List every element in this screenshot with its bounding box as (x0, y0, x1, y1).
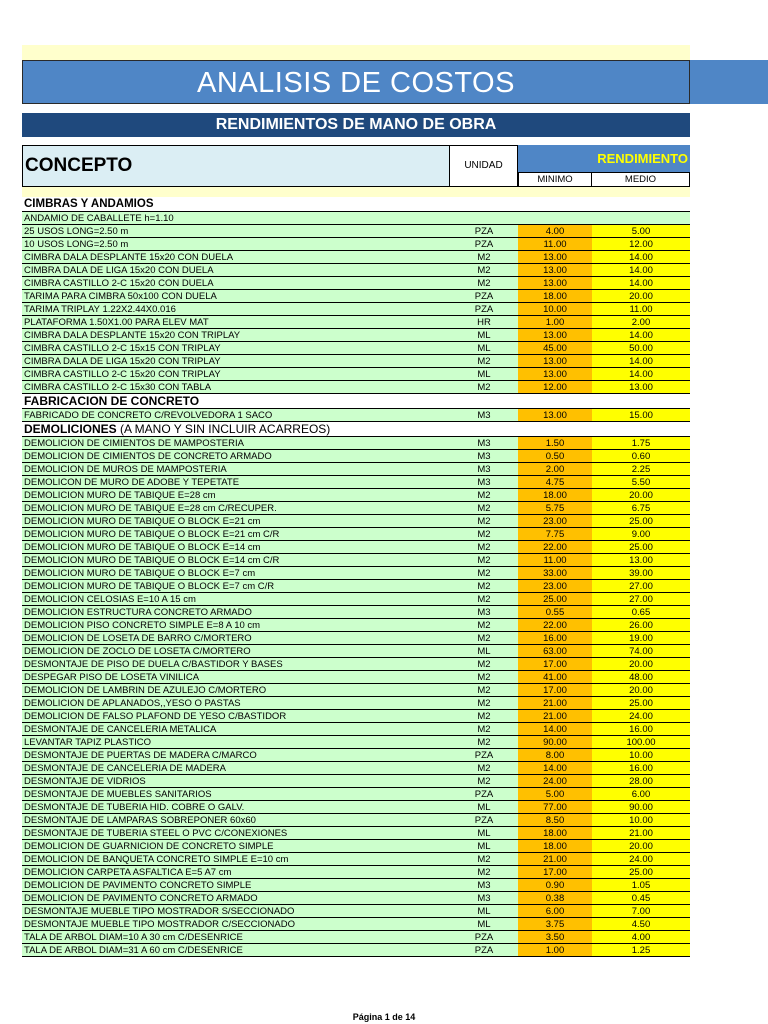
minimo-cell: 1.00 (518, 944, 592, 956)
unit-cell: M2 (477, 620, 491, 631)
concept-cell: DEMOLICION DE BANQUETA CONCRETO SIMPLE E=10 cm (24, 854, 289, 865)
title-band-extension (690, 60, 768, 104)
medio-cell: 90.00 (592, 801, 690, 813)
minimo-cell: 8.50 (518, 814, 592, 826)
minimo-cell: 13.00 (518, 251, 592, 263)
medio-cell: 25.00 (592, 866, 690, 878)
medio-cell: 25.00 (592, 515, 690, 527)
medio-cell: 7.00 (592, 905, 690, 917)
unit-cell: PZA (474, 945, 494, 956)
minimo-cell: 16.00 (518, 632, 592, 644)
table-row (22, 632, 690, 645)
table-row (22, 593, 690, 606)
concept-cell: DESMONTAJE MUEBLE TIPO MOSTRADOR C/SECCIONADO (24, 919, 295, 930)
section-header (22, 422, 690, 437)
minimo-cell: 0.90 (518, 879, 592, 891)
concept-cell: DESMONTAJE DE VIDRIOS (24, 776, 146, 787)
concept-cell: DEMOLICION DE GUARNICION DE CONCRETO SIMPLE (24, 841, 274, 852)
concept-cell: DESMONTAJE DE TUBERIA STEEL O PVC C/CONEXIONES (24, 828, 288, 839)
medio-cell: 26.00 (592, 619, 690, 631)
concept-cell: DEMOLICION PISO CONCRETO SIMPLE E=8 A 10 cm (24, 620, 261, 631)
minimo-cell: 33.00 (518, 567, 592, 579)
unit-cell: ML (477, 330, 491, 341)
table-header (22, 145, 690, 187)
unit-cell: ML (477, 369, 491, 380)
medio-cell: 1.05 (592, 879, 690, 891)
unit-cell: PZA (474, 789, 494, 800)
minimo-cell: 21.00 (518, 710, 592, 722)
unit-cell: M2 (477, 529, 491, 540)
unit-cell: M2 (477, 581, 491, 592)
concept-cell: DEMOLICION DE LOSETA DE BARRO C/MORTERO (24, 633, 252, 644)
minimo-cell: 23.00 (518, 580, 592, 592)
minimo-cell: 13.00 (518, 368, 592, 380)
concept-cell: DESPEGAR PISO DE LOSETA VINILICA (24, 672, 200, 683)
unit-cell: HR (477, 317, 491, 328)
unit-cell: M2 (477, 659, 491, 670)
table-row (22, 212, 690, 225)
concept-cell: DEMOLICION MURO DE TABIQUE O BLOCK E=14 cm (24, 542, 261, 553)
medio-cell: 39.00 (592, 567, 690, 579)
table-body (22, 197, 690, 957)
concept-cell: DESMONTAJE DE PUERTAS DE MADERA C/MARCO (24, 750, 257, 761)
unit-cell: ML (477, 343, 491, 354)
medio-cell (592, 212, 690, 224)
medio-cell: 1.75 (592, 437, 690, 449)
table-row (22, 476, 690, 489)
table-row (22, 450, 690, 463)
header-minimo: MINIMO (518, 172, 592, 187)
unit-cell: PZA (474, 815, 494, 826)
table-row (22, 381, 690, 394)
medio-cell: 14.00 (592, 329, 690, 341)
unit-cell: M2 (477, 698, 491, 709)
medio-cell: 25.00 (592, 541, 690, 553)
medio-cell: 20.00 (592, 290, 690, 302)
header-gap (22, 187, 690, 197)
table-row (22, 944, 690, 957)
concept-cell: DEMOLICION MURO DE TABIQUE E=28 cm (24, 490, 216, 501)
minimo-cell: 1.50 (518, 437, 592, 449)
concept-cell: CIMBRA DALA DE LIGA 15x20 CON TRIPLAY (24, 356, 221, 367)
minimo-cell: 0.38 (518, 892, 592, 904)
unit-cell: M2 (477, 278, 491, 289)
medio-cell: 4.00 (592, 931, 690, 943)
medio-cell: 27.00 (592, 593, 690, 605)
minimo-cell: 6.00 (518, 905, 592, 917)
table-row (22, 749, 690, 762)
minimo-cell: 18.00 (518, 827, 592, 839)
unit-cell: M3 (477, 451, 491, 462)
unit-cell: M3 (477, 893, 491, 904)
concept-cell: DEMOLICION DE ZOCLO DE LOSETA C/MORTERO (24, 646, 251, 657)
unit-cell: ML (477, 646, 491, 657)
header-rendimiento: RENDIMIENTO (518, 145, 690, 172)
minimo-cell: 77.00 (518, 801, 592, 813)
concept-cell: TARIMA TRIPLAY 1.22X2.44X0.016 (24, 304, 176, 315)
medio-cell: 2.00 (592, 316, 690, 328)
minimo-cell: 13.00 (518, 355, 592, 367)
unit-cell: M2 (477, 867, 491, 878)
minimo-cell: 18.00 (518, 840, 592, 852)
unit-cell: M2 (477, 672, 491, 683)
unit-cell: PZA (474, 291, 494, 302)
unit-cell: ML (477, 841, 491, 852)
page-title: ANALISIS DE COSTOS (22, 60, 690, 104)
unit-cell: M2 (477, 633, 491, 644)
minimo-cell: 11.00 (518, 554, 592, 566)
table-row (22, 827, 690, 840)
medio-cell: 20.00 (592, 684, 690, 696)
concept-cell: DESMONTAJE MUEBLE TIPO MOSTRADOR S/SECCIONADO (24, 906, 295, 917)
table-row (22, 277, 690, 290)
minimo-cell: 21.00 (518, 853, 592, 865)
minimo-cell: 13.00 (518, 277, 592, 289)
medio-cell: 11.00 (592, 303, 690, 315)
minimo-cell: 17.00 (518, 684, 592, 696)
concept-cell: FABRICADO DE CONCRETO C/REVOLVEDORA 1 SACO (24, 410, 273, 421)
medio-cell: 4.50 (592, 918, 690, 930)
medio-cell: 9.00 (592, 528, 690, 540)
concept-cell: DESMONTAJE DE CANCELERIA DE MADERA (24, 763, 227, 774)
minimo-cell: 12.00 (518, 381, 592, 393)
medio-cell: 100.00 (592, 736, 690, 748)
unit-cell: M2 (477, 711, 491, 722)
concept-cell: DEMOLICION DE CIMIENTOS DE CONCRETO ARMADO (24, 451, 272, 462)
medio-cell: 14.00 (592, 251, 690, 263)
medio-cell: 25.00 (592, 697, 690, 709)
medio-cell: 6.75 (592, 502, 690, 514)
table-row (22, 303, 690, 316)
concept-cell: DEMOLICION DE PAVIMENTO CONCRETO ARMADO (24, 893, 258, 904)
minimo-cell: 18.00 (518, 290, 592, 302)
table-row (22, 502, 690, 515)
table-row (22, 329, 690, 342)
concept-cell: 10 USOS LONG=2.50 m (24, 239, 129, 250)
concept-cell: 25 USOS LONG=2.50 m (24, 226, 129, 237)
table-row (22, 853, 690, 866)
table-row (22, 879, 690, 892)
table-row (22, 905, 690, 918)
minimo-cell: 4.75 (518, 476, 592, 488)
medio-cell: 24.00 (592, 710, 690, 722)
medio-cell: 13.00 (592, 554, 690, 566)
table-row (22, 840, 690, 853)
table-row (22, 316, 690, 329)
minimo-cell: 8.00 (518, 749, 592, 761)
unit-cell: PZA (474, 750, 494, 761)
medio-cell: 5.50 (592, 476, 690, 488)
concept-cell: DEMOLICION CELOSIAS E=10 A 15 cm (24, 594, 196, 605)
table-row (22, 238, 690, 251)
table-row (22, 788, 690, 801)
minimo-cell: 22.00 (518, 541, 592, 553)
table-row (22, 264, 690, 277)
unit-cell: M2 (477, 503, 491, 514)
medio-cell: 50.00 (592, 342, 690, 354)
minimo-cell: 13.00 (518, 264, 592, 276)
table-row (22, 251, 690, 264)
table-row (22, 658, 690, 671)
unit-cell: PZA (474, 932, 494, 943)
medio-cell: 14.00 (592, 264, 690, 276)
medio-cell: 19.00 (592, 632, 690, 644)
unit-cell: M2 (477, 737, 491, 748)
concept-cell: CIMBRA CASTILLO 2-C 15x20 CON TRIPLAY (24, 369, 221, 380)
unit-cell: M2 (477, 776, 491, 787)
table-row (22, 225, 690, 238)
minimo-cell: 0.50 (518, 450, 592, 462)
minimo-cell: 18.00 (518, 489, 592, 501)
concept-cell: CIMBRA DALA DESPLANTE 15x20 CON TRIPLAY (24, 330, 241, 341)
table-row (22, 918, 690, 931)
medio-cell: 2.25 (592, 463, 690, 475)
concept-cell: DEMOLICION DE APLANADOS,,YESO O PASTAS (24, 698, 241, 709)
concept-cell: DEMOLICION DE LAMBRIN DE AZULEJO C/MORTERO (24, 685, 267, 696)
table-row (22, 814, 690, 827)
minimo-cell: 5.75 (518, 502, 592, 514)
medio-cell: 0.60 (592, 450, 690, 462)
concept-cell: DEMOLICION DE PAVIMENTO CONCRETO SIMPLE (24, 880, 252, 891)
concept-cell: DESMONTAJE DE PISO DE DUELA C/BASTIDOR Y BASES (24, 659, 283, 670)
unit-cell: ML (477, 906, 491, 917)
table-row (22, 606, 690, 619)
minimo-cell: 41.00 (518, 671, 592, 683)
table-row (22, 762, 690, 775)
header-concepto: CONCEPTO (22, 145, 450, 187)
unit-cell: M2 (477, 516, 491, 527)
table-row (22, 580, 690, 593)
minimo-cell: 17.00 (518, 658, 592, 670)
concept-cell: CIMBRA DALA DE LIGA 15x20 CON DUELA (24, 265, 214, 276)
medio-cell: 27.00 (592, 580, 690, 592)
table-row (22, 619, 690, 632)
medio-cell: 20.00 (592, 489, 690, 501)
minimo-cell: 24.00 (518, 775, 592, 787)
unit-cell: ML (477, 802, 491, 813)
minimo-cell: 0.55 (518, 606, 592, 618)
unit-cell: M3 (477, 880, 491, 891)
medio-cell: 1.25 (592, 944, 690, 956)
minimo-cell: 3.75 (518, 918, 592, 930)
table-row (22, 892, 690, 905)
medio-cell: 13.00 (592, 381, 690, 393)
minimo-cell: 7.75 (518, 528, 592, 540)
unit-cell: PZA (474, 239, 494, 250)
concept-cell: DEMOLICION DE FALSO PLAFOND DE YESO C/BASTIDOR (24, 711, 287, 722)
table-row (22, 515, 690, 528)
medio-cell: 21.00 (592, 827, 690, 839)
concept-cell: TALA DE ARBOL DIAM=10 A 30 cm C/DESENRICE (24, 932, 243, 943)
unit-cell: M3 (477, 607, 491, 618)
unit-cell: M2 (477, 542, 491, 553)
minimo-cell: 14.00 (518, 723, 592, 735)
unit-cell: M2 (477, 568, 491, 579)
table-row (22, 489, 690, 502)
concept-cell: PLATAFORMA 1.50X1.00 PARA ELEV MAT (24, 317, 209, 328)
concept-cell: DEMOLICON DE MURO DE ADOBE Y TEPETATE (24, 477, 240, 488)
concept-cell: DESMONTAJE DE CANCELERIA METALICA (24, 724, 217, 735)
minimo-cell: 63.00 (518, 645, 592, 657)
table-row (22, 866, 690, 879)
table-row (22, 342, 690, 355)
table-row (22, 368, 690, 381)
table-row (22, 463, 690, 476)
unit-cell: M2 (477, 490, 491, 501)
minimo-cell: 23.00 (518, 515, 592, 527)
concept-cell: DEMOLICION MURO DE TABIQUE E=28 cm C/RECUPER. (24, 503, 277, 514)
medio-cell: 0.65 (592, 606, 690, 618)
concept-cell: CIMBRA CASTILLO 2-C 15x30 CON TABLA (24, 382, 212, 393)
concept-cell: DEMOLICION ESTRUCTURA CONCRETO ARMADO (24, 607, 252, 618)
unit-cell: M2 (477, 594, 491, 605)
unit-cell: M2 (477, 382, 491, 393)
unit-cell: M3 (477, 438, 491, 449)
minimo-cell: 25.00 (518, 593, 592, 605)
concept-cell: CIMBRA CASTILLO 2-C 15x20 CON DUELA (24, 278, 214, 289)
table-row (22, 290, 690, 303)
table-row (22, 775, 690, 788)
minimo-cell: 3.50 (518, 931, 592, 943)
medio-cell: 74.00 (592, 645, 690, 657)
unit-cell: M2 (477, 763, 491, 774)
minimo-cell: 10.00 (518, 303, 592, 315)
concept-cell: DEMOLICION MURO DE TABIQUE O BLOCK E=7 cm C/R (24, 581, 275, 592)
table-row (22, 710, 690, 723)
section-title: CIMBRAS Y ANDAMIOS (24, 198, 154, 210)
table-row (22, 931, 690, 944)
table-row (22, 801, 690, 814)
unit-cell: M2 (477, 356, 491, 367)
minimo-cell: 1.00 (518, 316, 592, 328)
medio-cell: 48.00 (592, 671, 690, 683)
concept-cell: DEMOLICION MURO DE TABIQUE O BLOCK E=14 cm C/R (24, 555, 280, 566)
unit-cell: M2 (477, 854, 491, 865)
section-note: (A MANO Y SIN INCLUIR ACARREOS) (116, 422, 331, 436)
section-title: DEMOLICIONES (24, 422, 117, 436)
minimo-cell (518, 212, 592, 224)
unit-cell: M3 (477, 477, 491, 488)
concept-cell: DESMONTAJE DE MUEBLES SANITARIOS (24, 789, 212, 800)
medio-cell: 14.00 (592, 355, 690, 367)
table-row (22, 554, 690, 567)
minimo-cell: 17.00 (518, 866, 592, 878)
table-row (22, 528, 690, 541)
page-subtitle: RENDIMIENTOS DE MANO DE OBRA (22, 113, 690, 137)
minimo-cell: 21.00 (518, 697, 592, 709)
minimo-cell: 45.00 (518, 342, 592, 354)
top-band (22, 45, 690, 60)
minimo-cell: 5.00 (518, 788, 592, 800)
unit-cell: PZA (474, 304, 494, 315)
concept-cell: ANDAMIO DE CABALLETE h=1.10 (24, 213, 174, 224)
table-row (22, 736, 690, 749)
unit-cell: M3 (477, 410, 491, 421)
concept-cell: CIMBRA DALA DESPLANTE 15x20 CON DUELA (24, 252, 234, 263)
table-row (22, 723, 690, 736)
unit-cell: M2 (477, 265, 491, 276)
table-row (22, 684, 690, 697)
table-row (22, 541, 690, 554)
table-row (22, 645, 690, 658)
unit-cell: PZA (474, 226, 494, 237)
section-title: FABRICACION DE CONCRETO (24, 394, 200, 408)
minimo-cell: 4.00 (518, 225, 592, 237)
minimo-cell: 2.00 (518, 463, 592, 475)
table-row (22, 437, 690, 450)
table-row (22, 697, 690, 710)
concept-cell: DEMOLICION DE CIMIENTOS DE MAMPOSTERIA (24, 438, 244, 449)
concept-cell: DEMOLICION CARPETA ASFALTICA E=5 A7 cm (24, 867, 232, 878)
medio-cell: 0.45 (592, 892, 690, 904)
medio-cell: 10.00 (592, 749, 690, 761)
concept-cell: CIMBRA CASTILLO 2-C 15x15 CON TRIPLAY (24, 343, 221, 354)
unit-cell: M3 (477, 464, 491, 475)
page-footer: Página 1 de 14 (352, 1012, 416, 1022)
header-medio: MEDIO (592, 172, 690, 187)
medio-cell: 24.00 (592, 853, 690, 865)
unit-cell: M2 (477, 724, 491, 735)
minimo-cell: 13.00 (518, 409, 592, 421)
medio-cell: 10.00 (592, 814, 690, 826)
medio-cell: 16.00 (592, 723, 690, 735)
concept-cell: DEMOLICION MURO DE TABIQUE O BLOCK E=21 cm (24, 516, 261, 527)
unit-cell: M2 (477, 685, 491, 696)
medio-cell: 5.00 (592, 225, 690, 237)
table-row (22, 671, 690, 684)
concept-cell: TALA DE ARBOL DIAM=31 A 60 cm C/DESENRICE (24, 945, 243, 956)
medio-cell: 28.00 (592, 775, 690, 787)
section-header (22, 197, 690, 212)
table-row (22, 355, 690, 368)
table-row (22, 567, 690, 580)
unit-cell: M2 (477, 252, 491, 263)
concept-cell: DEMOLICION MURO DE TABIQUE O BLOCK E=7 cm (24, 568, 256, 579)
medio-cell: 20.00 (592, 658, 690, 670)
concept-cell: DESMONTAJE DE TUBERIA HID. COBRE O GALV. (24, 802, 245, 813)
concept-cell: DESMONTAJE DE LAMPARAS SOBREPONER 60x60 (24, 815, 256, 826)
medio-cell: 16.00 (592, 762, 690, 774)
minimo-cell: 13.00 (518, 329, 592, 341)
medio-cell: 20.00 (592, 840, 690, 852)
concept-cell: DEMOLICION MURO DE TABIQUE O BLOCK E=21 cm C/R (24, 529, 280, 540)
header-unidad: UNIDAD (450, 145, 518, 187)
medio-cell: 14.00 (592, 368, 690, 380)
unit-cell: ML (477, 919, 491, 930)
concept-cell: TARIMA PARA CIMBRA 50x100 CON DUELA (24, 291, 217, 302)
section-header (22, 394, 690, 409)
medio-cell: 14.00 (592, 277, 690, 289)
medio-cell: 15.00 (592, 409, 690, 421)
concept-cell: DEMOLICION DE MUROS DE MAMPOSTERIA (24, 464, 227, 475)
minimo-cell: 90.00 (518, 736, 592, 748)
table-row (22, 409, 690, 422)
concept-cell: LEVANTAR TAPIZ PLASTICO (24, 737, 152, 748)
medio-cell: 12.00 (592, 238, 690, 250)
unit-cell: ML (477, 828, 491, 839)
unit-cell: M2 (477, 555, 491, 566)
minimo-cell: 11.00 (518, 238, 592, 250)
medio-cell: 6.00 (592, 788, 690, 800)
minimo-cell: 22.00 (518, 619, 592, 631)
minimo-cell: 14.00 (518, 762, 592, 774)
